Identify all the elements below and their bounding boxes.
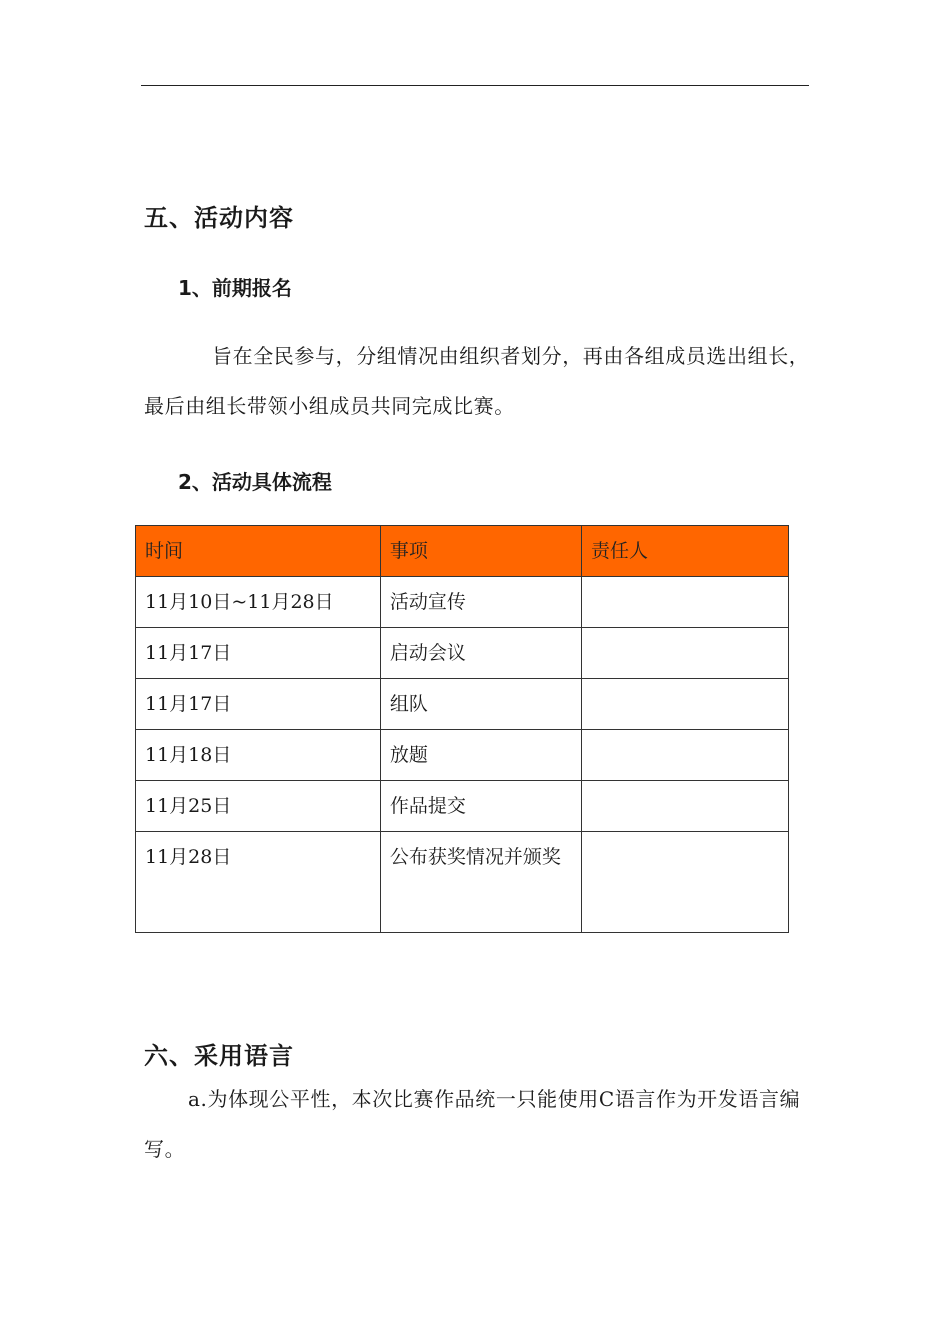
- cell-owner: [581, 577, 788, 628]
- cell-time: 11月10日~11月28日: [136, 577, 381, 628]
- subsection-title-registration: 1、前期报名: [178, 276, 292, 300]
- cell-owner: [581, 781, 788, 832]
- cell-owner: [581, 832, 788, 933]
- cell-owner: [581, 679, 788, 730]
- subsection-title-schedule: 2、活动具体流程: [178, 470, 332, 494]
- table-row: [136, 628, 789, 679]
- cell-owner: [581, 628, 788, 679]
- cell-item: 公布获奖情况并颁奖: [380, 832, 581, 933]
- section-title-language: 六、采用语言: [144, 1042, 294, 1070]
- cell-time: 11月17日: [136, 628, 381, 679]
- cell-time: 11月17日: [136, 679, 381, 730]
- page-header-rule: [141, 85, 809, 86]
- cell-item: 组队: [380, 679, 581, 730]
- table-row: [136, 679, 789, 730]
- section-title-activity-content: 五、活动内容: [144, 204, 294, 232]
- cell-item: 活动宣传: [380, 577, 581, 628]
- header-cell-owner: 责任人: [581, 526, 788, 577]
- cell-time: 11月25日: [136, 781, 381, 832]
- cell-item: 作品提交: [380, 781, 581, 832]
- cell-item: 启动会议: [380, 628, 581, 679]
- cell-owner: [581, 730, 788, 781]
- cell-item: 放题: [380, 730, 581, 781]
- table-row: [136, 730, 789, 781]
- header-cell-item: 事项: [380, 526, 581, 577]
- header-cell-time: 时间: [136, 526, 381, 577]
- cell-time: 11月18日: [136, 730, 381, 781]
- registration-paragraph: 旨在全民参与，分组情况由组织者划分，再由各组成员选出组长，最后由组长带领小组成员共同完成比赛。: [144, 344, 810, 418]
- table-row: [136, 577, 789, 628]
- table-row: [136, 781, 789, 832]
- schedule-table: [135, 525, 789, 933]
- language-paragraph: a.为体现公平性，本次比赛作品统一只能使用C语言作为开发语言编写。: [144, 1087, 801, 1161]
- table-header-row: [136, 526, 789, 577]
- cell-time: 11月28日: [136, 832, 381, 933]
- table-row: [136, 832, 789, 933]
